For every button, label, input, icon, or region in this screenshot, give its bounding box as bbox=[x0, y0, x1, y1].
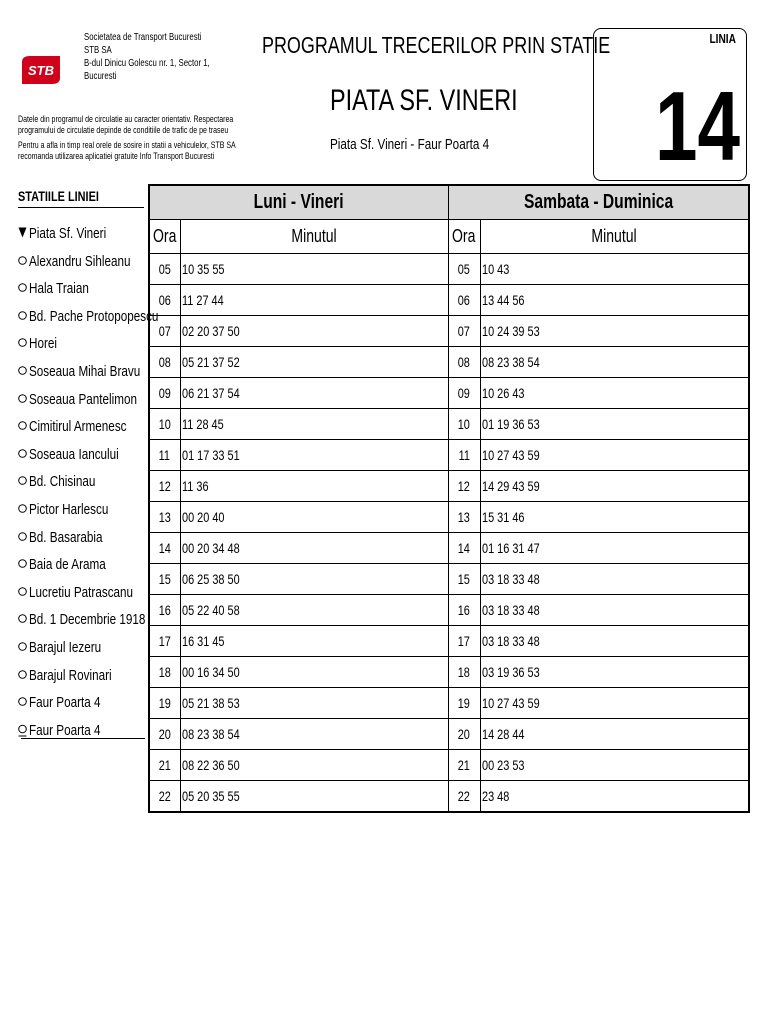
stop-circle-icon bbox=[18, 420, 27, 431]
weekday-minutes: 05 20 35 55 bbox=[180, 781, 448, 813]
stb-logo-text: STB bbox=[28, 63, 54, 78]
timetable bbox=[148, 184, 750, 813]
table-row bbox=[149, 595, 749, 626]
station-name: Bd. 1 Decembrie 1918 bbox=[29, 611, 146, 629]
table-row bbox=[149, 409, 749, 440]
station-item bbox=[18, 332, 148, 360]
weekday-hour: 21 bbox=[149, 750, 180, 781]
weekday-hour: 13 bbox=[149, 502, 180, 533]
company-name: Societatea de Transport Bucuresti bbox=[84, 32, 202, 43]
weekday-hour: 06 bbox=[149, 285, 180, 316]
minute-header: Minutul bbox=[180, 220, 448, 254]
weekend-hour: 21 bbox=[448, 750, 480, 781]
stations-list bbox=[18, 222, 159, 746]
station-item bbox=[18, 305, 159, 333]
disclaimer-line: recomanda utilizarea aplicatiei gratuite Info Transport Bucuresti bbox=[18, 151, 215, 161]
table-row bbox=[149, 285, 749, 316]
weekday-minutes: 11 36 bbox=[180, 471, 448, 502]
stop-circle-icon bbox=[18, 475, 27, 486]
stop-circle-icon bbox=[18, 282, 27, 293]
table-row bbox=[149, 719, 749, 750]
station-name: Faur Poarta 4 bbox=[29, 694, 101, 712]
station-item bbox=[18, 470, 148, 498]
weekday-minutes: 00 20 40 bbox=[180, 502, 448, 533]
stop-circle-icon bbox=[18, 337, 27, 348]
weekend-minutes: 15 31 46 bbox=[480, 502, 749, 533]
station-name: Cimitirul Armenesc bbox=[29, 418, 127, 436]
weekday-minutes: 11 28 45 bbox=[180, 409, 448, 440]
weekend-minutes: 03 18 33 48 bbox=[480, 626, 749, 657]
station-name: Bd. Chisinau bbox=[29, 473, 96, 491]
route-description: Piata Sf. Vineri - Faur Poarta 4 bbox=[330, 136, 490, 153]
table-row bbox=[149, 657, 749, 688]
station-item bbox=[18, 443, 148, 471]
weekday-minutes: 06 25 38 50 bbox=[180, 564, 448, 595]
table-row bbox=[149, 471, 749, 502]
disclaimer-line: Pentru a afla in timp real orele de sosire in statii a vehiculelor, STB SA bbox=[18, 140, 236, 150]
weekend-header: Sambata - Duminica bbox=[448, 185, 749, 220]
station-name: Barajul Rovinari bbox=[29, 666, 112, 684]
weekend-hour: 11 bbox=[448, 440, 480, 471]
weekend-minutes: 01 16 31 47 bbox=[480, 533, 749, 564]
weekend-hour: 12 bbox=[448, 471, 480, 502]
table-row bbox=[149, 378, 749, 409]
weekend-hour: 10 bbox=[448, 409, 480, 440]
station-item bbox=[18, 498, 148, 526]
weekend-minutes: 10 27 43 59 bbox=[480, 440, 749, 471]
weekend-minutes: 14 28 44 bbox=[480, 719, 749, 750]
hour-header: Ora bbox=[149, 220, 180, 254]
station-name: Soseaua Iancului bbox=[29, 445, 119, 463]
weekday-minutes: 06 21 37 54 bbox=[180, 378, 448, 409]
station-name: Alexandru Sihleanu bbox=[29, 252, 131, 270]
company-info bbox=[84, 31, 245, 83]
weekday-minutes: 08 23 38 54 bbox=[180, 719, 448, 750]
station-item bbox=[18, 608, 148, 636]
weekday-hour: 15 bbox=[149, 564, 180, 595]
weekend-hour: 22 bbox=[448, 781, 480, 813]
weekday-minutes: 08 22 36 50 bbox=[180, 750, 448, 781]
weekend-minutes: 14 29 43 59 bbox=[480, 471, 749, 502]
weekend-hour: 14 bbox=[448, 533, 480, 564]
weekend-hour: 09 bbox=[448, 378, 480, 409]
weekday-minutes: 05 21 38 53 bbox=[180, 688, 448, 719]
station-name: Hala Traian bbox=[29, 280, 89, 298]
weekend-hour: 19 bbox=[448, 688, 480, 719]
weekday-hour: 22 bbox=[149, 781, 180, 813]
weekend-minutes: 03 18 33 48 bbox=[480, 564, 749, 595]
weekday-hour: 14 bbox=[149, 533, 180, 564]
company-short: STB SA bbox=[84, 45, 112, 56]
disclaimer-line: Datele din programul de circulatie au caracter orientativ. Respectarea bbox=[18, 114, 234, 124]
stop-circle-icon bbox=[18, 255, 27, 266]
weekend-hour: 08 bbox=[448, 347, 480, 378]
table-row bbox=[149, 533, 749, 564]
station-item bbox=[18, 581, 148, 609]
stop-circle-icon bbox=[18, 641, 27, 652]
station-name: Piata Sf. Vineri bbox=[29, 225, 107, 242]
weekend-minutes: 10 26 43 bbox=[480, 378, 749, 409]
disclaimer-line: programului de circulatie depinde de conditiile de trafic de pe traseu bbox=[18, 125, 229, 135]
station-name: Baia de Arama bbox=[29, 556, 106, 574]
weekday-header: Luni - Vineri bbox=[149, 185, 448, 220]
weekend-minutes: 03 18 33 48 bbox=[480, 595, 749, 626]
weekend-hour: 15 bbox=[448, 564, 480, 595]
minute-header: Minutul bbox=[480, 220, 749, 254]
table-row bbox=[149, 564, 749, 595]
station-item bbox=[18, 664, 148, 692]
stations-title: STATIILE LINIEI bbox=[18, 188, 99, 204]
station-name: Bd. Pache Protopopescu bbox=[29, 307, 159, 325]
stop-circle-icon bbox=[18, 503, 27, 514]
station-item bbox=[18, 553, 148, 581]
weekend-hour: 17 bbox=[448, 626, 480, 657]
end-stop-icon bbox=[18, 724, 27, 737]
weekday-hour: 18 bbox=[149, 657, 180, 688]
table-row bbox=[149, 440, 749, 471]
table-row bbox=[149, 502, 749, 533]
weekday-hour: 16 bbox=[149, 595, 180, 626]
station-name: Soseaua Mihai Bravu bbox=[29, 362, 141, 380]
weekend-hour: 16 bbox=[448, 595, 480, 626]
station-item bbox=[18, 719, 148, 747]
weekday-minutes: 00 20 34 48 bbox=[180, 533, 448, 564]
company-city: Bucuresti bbox=[84, 71, 117, 82]
station-item bbox=[18, 415, 148, 443]
table-row bbox=[149, 750, 749, 781]
stop-circle-icon bbox=[18, 393, 27, 404]
divider bbox=[21, 738, 145, 739]
weekend-minutes: 10 43 bbox=[480, 254, 749, 285]
station-name: Horei bbox=[29, 335, 57, 353]
weekday-hour: 09 bbox=[149, 378, 180, 409]
weekend-minutes: 10 24 39 53 bbox=[480, 316, 749, 347]
weekend-minutes: 08 23 38 54 bbox=[480, 347, 749, 378]
table-row bbox=[149, 347, 749, 378]
divider bbox=[18, 207, 144, 208]
weekend-minutes: 01 19 36 53 bbox=[480, 409, 749, 440]
stop-circle-icon bbox=[18, 696, 27, 707]
weekday-hour: 05 bbox=[149, 254, 180, 285]
weekday-minutes: 10 35 55 bbox=[180, 254, 448, 285]
stop-circle-icon bbox=[18, 310, 27, 321]
weekend-hour: 07 bbox=[448, 316, 480, 347]
weekend-minutes: 13 44 56 bbox=[480, 285, 749, 316]
station-item bbox=[18, 250, 148, 278]
stop-circle-icon bbox=[18, 448, 27, 459]
weekend-minutes: 23 48 bbox=[480, 781, 749, 813]
table-row bbox=[149, 688, 749, 719]
weekday-hour: 11 bbox=[149, 440, 180, 471]
station-name: Barajul Iezeru bbox=[29, 638, 102, 656]
weekend-minutes: 10 27 43 59 bbox=[480, 688, 749, 719]
stop-circle-icon bbox=[18, 531, 27, 542]
station-name: Pictor Harlescu bbox=[29, 500, 109, 518]
table-row bbox=[149, 316, 749, 347]
station-item bbox=[18, 222, 148, 250]
weekday-minutes: 16 31 45 bbox=[180, 626, 448, 657]
station-item bbox=[18, 636, 148, 664]
weekday-minutes: 11 27 44 bbox=[180, 285, 448, 316]
weekend-hour: 20 bbox=[448, 719, 480, 750]
stb-logo bbox=[20, 54, 62, 86]
table-row bbox=[149, 626, 749, 657]
station-item bbox=[18, 691, 148, 719]
disclaimer bbox=[18, 114, 278, 162]
weekday-minutes: 05 21 37 52 bbox=[180, 347, 448, 378]
table-row bbox=[149, 781, 749, 813]
start-marker-icon bbox=[18, 227, 27, 238]
weekday-hour: 10 bbox=[149, 409, 180, 440]
page-title: PROGRAMUL TRECERILOR PRIN STATIE bbox=[262, 32, 611, 58]
stop-circle-icon bbox=[18, 613, 27, 624]
weekend-hour: 18 bbox=[448, 657, 480, 688]
stop-circle-icon bbox=[18, 558, 27, 569]
station-name: Lucretiu Patrascanu bbox=[29, 583, 134, 601]
station-name: Faur Poarta 4 bbox=[29, 721, 101, 739]
station-item bbox=[18, 526, 148, 554]
weekend-minutes: 03 19 36 53 bbox=[480, 657, 749, 688]
weekday-hour: 07 bbox=[149, 316, 180, 347]
weekday-hour: 08 bbox=[149, 347, 180, 378]
table-row bbox=[149, 254, 749, 285]
weekday-hour: 17 bbox=[149, 626, 180, 657]
weekday-hour: 20 bbox=[149, 719, 180, 750]
weekend-minutes: 00 23 53 bbox=[480, 750, 749, 781]
weekday-minutes: 00 16 34 50 bbox=[180, 657, 448, 688]
hour-header: Ora bbox=[448, 220, 480, 254]
weekend-hour: 13 bbox=[448, 502, 480, 533]
line-number: 14 bbox=[654, 71, 740, 181]
line-label: LINIA bbox=[709, 31, 736, 46]
stop-name: PIATA SF. VINERI bbox=[330, 84, 518, 117]
station-name: Soseaua Pantelimon bbox=[29, 390, 137, 408]
company-address: B-dul Dinicu Golescu nr. 1, Sector 1, bbox=[84, 58, 210, 69]
weekday-hour: 19 bbox=[149, 688, 180, 719]
weekday-minutes: 02 20 37 50 bbox=[180, 316, 448, 347]
station-item bbox=[18, 388, 148, 416]
line-box bbox=[593, 28, 747, 181]
station-name: Bd. Basarabia bbox=[29, 528, 103, 546]
stop-circle-icon bbox=[18, 669, 27, 680]
weekday-minutes: 01 17 33 51 bbox=[180, 440, 448, 471]
weekday-minutes: 05 22 40 58 bbox=[180, 595, 448, 626]
weekend-hour: 06 bbox=[448, 285, 480, 316]
station-item bbox=[18, 277, 148, 305]
weekday-hour: 12 bbox=[149, 471, 180, 502]
stop-circle-icon bbox=[18, 586, 27, 597]
stop-circle-icon bbox=[18, 365, 27, 376]
station-item bbox=[18, 360, 148, 388]
weekend-hour: 05 bbox=[448, 254, 480, 285]
